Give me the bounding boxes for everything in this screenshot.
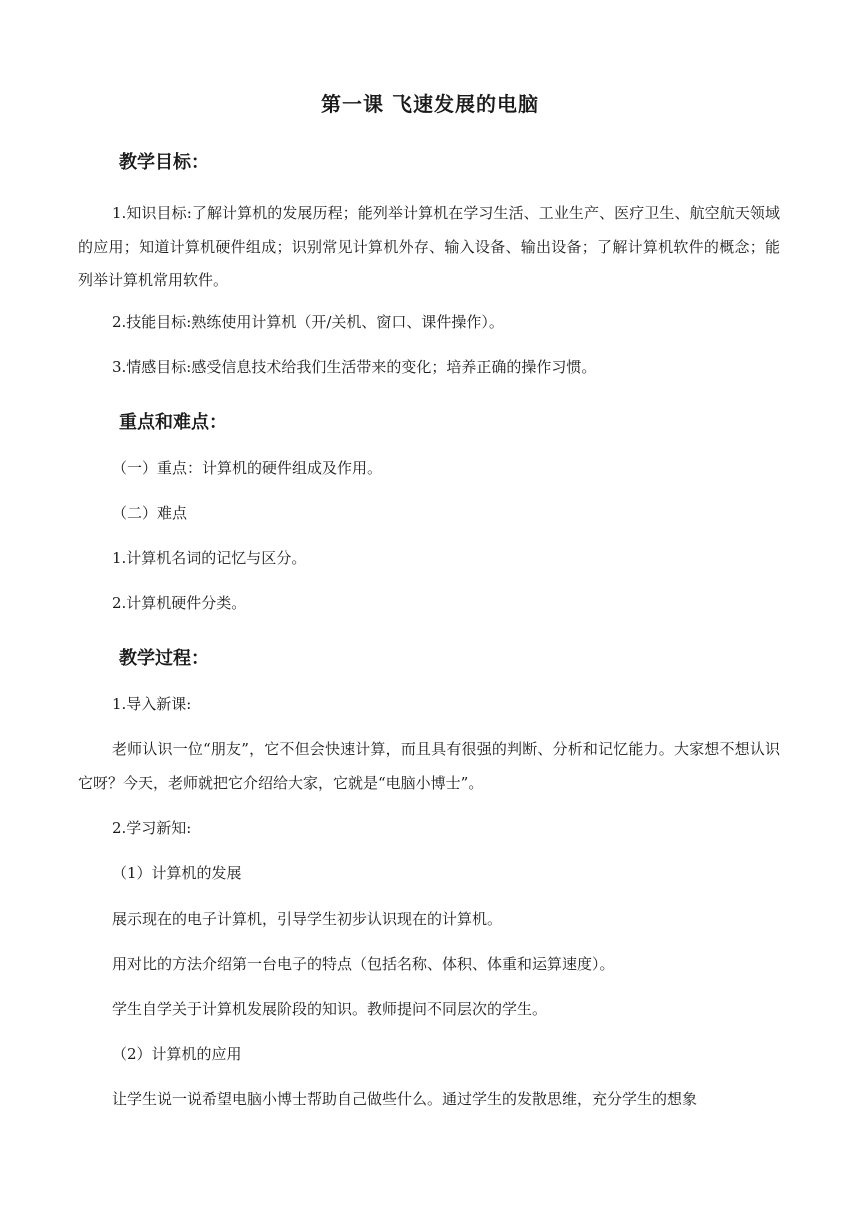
key-point-difficulty-2: 2.计算机硬件分类。 (112, 594, 247, 612)
key-point-difficulty-1: 1.计算机名词的记忆与区分。 (112, 549, 307, 567)
process-dev-3: 学生自学关于计算机发展阶段的知识。教师提问不同层次的学生。 (112, 1000, 548, 1018)
process-intro-label: 1.导入新课: (112, 695, 192, 713)
heading-key-points: 重点和难点： (119, 412, 227, 433)
process-dev-2: 用对比的方法介绍第一台电子的特点（包括名称、体积、体重和运算速度）。 (112, 955, 615, 973)
process-app-text: 让学生说一说希望电脑小博士帮助自己做些什么。通过学生的发散思维，充分学生的想象 (112, 1090, 698, 1108)
heading-process: 教学过程： (119, 648, 209, 669)
process-dev-1: 展示现在的电子计算机，引导学生初步认识现在的计算机。 (112, 910, 503, 928)
process-intro-text: 老师认识一位“朋友”，它不但会快速计算，而且具有很强的判断、分析和记忆能力。大家想不想认识它呀？今天，老师就把它介绍给大家，它就是“电脑小博士”。 (78, 740, 780, 792)
process-app-label: （2）计算机的应用 (112, 1045, 242, 1063)
key-point-focus: （一）重点：计算机的硬件组成及作用。 (112, 459, 383, 477)
heading-objectives: 教学目标： (119, 152, 209, 173)
objective-knowledge: 1.知识目标:了解计算机的发展历程；能列举计算机在学习生活、工业生产、医疗卫生、航空航天领域的应用；知道计算机硬件组成；识别常见计算机外存、输入设备、输出设备；了解计算机软件的概念；能列举计算机常用软件。 (78, 204, 780, 289)
key-point-difficulty-label: （二）难点 (112, 504, 188, 522)
page-title: 第一课 飞速发展的电脑 (321, 92, 539, 116)
process-dev-label: （1）计算机的发展 (112, 864, 242, 882)
objective-skill: 2.技能目标:熟练使用计算机（开/关机、窗口、课件操作）。 (112, 313, 504, 331)
process-new-label: 2.学习新知: (112, 819, 192, 837)
objective-emotion: 3.情感目标:感受信息技术给我们生活带来的变化；培养正确的操作习惯。 (112, 358, 597, 376)
